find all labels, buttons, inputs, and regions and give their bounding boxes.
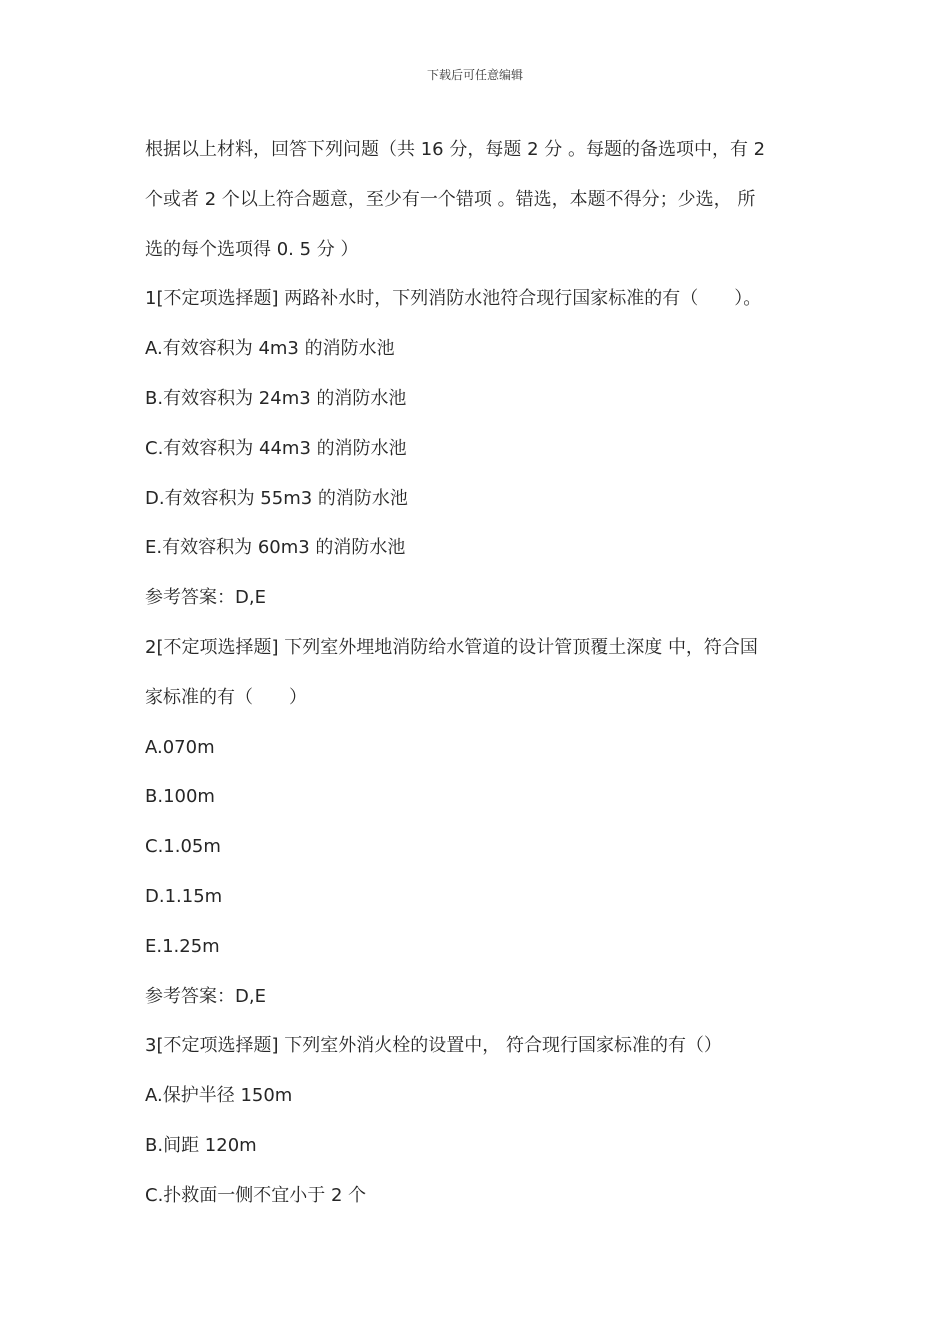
intro-line: 根据以上材料，回答下列问题（共 16 分，每题 2 分 。每题的备选项中，有 2	[145, 139, 766, 160]
question-1-option-e: E.有效容积为 60m3 的消防水池	[145, 537, 406, 559]
question-3-option-a: A.保护半径 150m	[145, 1085, 293, 1107]
question-1-stem: 1[不定项选择题] 两路补水时，下列消防水池符合现行国家标准的有（ ）。	[145, 288, 762, 310]
question-3-stem: 3[不定项选择题] 下列室外消火栓的设置中， 符合现行国家标准的有（）	[145, 1035, 722, 1057]
intro-line: 选的每个选项得 0. 5 分 ）	[145, 238, 359, 260]
intro-line: 个或者 2 个以上符合题意，至少有一个错项 。错选，本题不得分；少选， 所	[145, 188, 756, 210]
question-1-option-a: A.有效容积为 4m3 的消防水池	[145, 338, 395, 360]
question-1-answer: 参考答案：D,E	[145, 587, 266, 609]
question-1-option-d: D.有效容积为 55m3 的消防水池	[145, 487, 408, 509]
question-3-option-b: B.间距 120m	[145, 1134, 257, 1156]
question-2-answer: 参考答案：D,E	[145, 985, 266, 1007]
question-2-option-c: C.1.05m	[145, 836, 221, 858]
question-1-option-b: B.有效容积为 24m3 的消防水池	[145, 387, 407, 409]
question-2-option-d: D.1.15m	[145, 885, 223, 907]
question-2-option-a: A.070m	[145, 736, 215, 758]
question-1-option-c: C.有效容积为 44m3 的消防水池	[145, 437, 407, 459]
question-2-stem: 2[不定项选择题] 下列室外埋地消防给水管道的设计管顶覆土深度 中，符合国	[145, 636, 758, 658]
question-3-option-c: C.扑救面一侧不宜小于 2 个	[145, 1184, 367, 1206]
page-header: 下载后可任意编辑	[426, 68, 523, 82]
question-2-option-b: B.100m	[145, 786, 215, 808]
document-body	[145, 125, 805, 1221]
question-2-stem: 家标准的有（ ）	[145, 686, 307, 708]
question-2-option-e: E.1.25m	[145, 935, 220, 957]
